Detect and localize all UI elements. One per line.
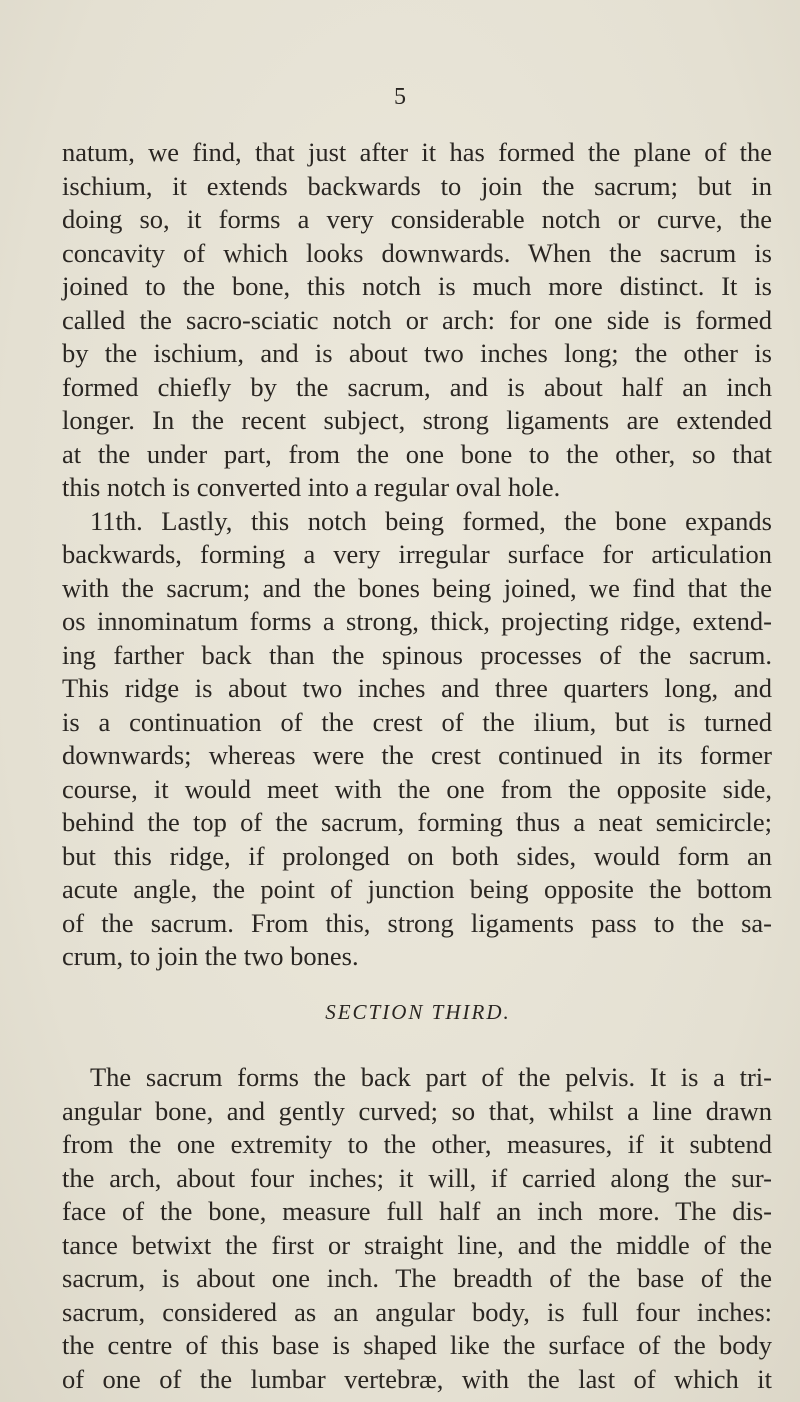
section-heading: SECTION THIRD. — [325, 1000, 511, 1024]
text-line: sacrum, considered as an angular body, is full four inches: — [62, 1296, 772, 1327]
text-line: joined to the bone, this notch is much more distinct. It is — [62, 271, 772, 301]
paragraph-notch — [62, 136, 772, 505]
text-line: crum, to join the two bones. — [62, 941, 359, 971]
text-line: but this ridge, if prolonged on both sides, would form an — [62, 840, 772, 871]
text-line: is a continuation of the crest of the ilium, but is turned — [62, 706, 772, 737]
body-text-lower — [62, 1061, 772, 1396]
text-line: of the sacrum. From this, strong ligaments pass to the sa- — [62, 907, 772, 938]
page-number: 5 — [394, 84, 406, 110]
text-line: by the ischium, and is about two inches long; the other is — [62, 338, 772, 368]
text-line: this notch is converted into a regular oval hole. — [62, 472, 561, 502]
text-line: angular bone, and gently curved; so that, whilst a line drawn — [62, 1095, 772, 1126]
text-line: sacrum, is about one inch. The breadth of the base of the — [62, 1263, 772, 1293]
text-line: formed chiefly by the sacrum, and is about half an inch — [62, 371, 772, 402]
text-line: 11th. Lastly, this notch being formed, the bone expands — [90, 505, 772, 536]
paragraph-eleventh — [62, 505, 772, 974]
text-line: ing farther back than the spinous processes of the sacrum. — [62, 639, 772, 670]
text-line: doing so, it forms a very considerable notch or curve, the — [62, 204, 772, 234]
text-line: tance betwixt the first or straight line, and the middle of the — [62, 1229, 772, 1260]
text-line: acute angle, the point of junction being opposite the bottom — [62, 874, 772, 904]
text-line: concavity of which looks downwards. When the sacrum is — [62, 237, 772, 268]
text-line: the centre of this base is shaped like the surface of the body — [62, 1330, 772, 1360]
text-line: of one of the lumbar vertebræ, with the last of which it — [62, 1363, 772, 1394]
text-line: This ridge is about two inches and three quarters long, and — [62, 673, 772, 703]
text-line: called the sacro-sciatic notch or arch: for one side is formed — [62, 304, 772, 335]
text-line: with the sacrum; and the bones being joined, we find that the — [62, 572, 772, 603]
text-line: the arch, about four inches; it will, if carried along the sur- — [62, 1162, 772, 1193]
text-line: longer. In the recent subject, strong ligaments are extended — [62, 405, 772, 435]
text-line: face of the bone, measure full half an inch more. The dis- — [62, 1196, 772, 1226]
text-line: course, it would meet with the one from the opposite side, — [62, 773, 772, 804]
paragraph-sacrum — [62, 1061, 772, 1396]
text-line: at the under part, from the one bone to the other, so that — [62, 438, 772, 469]
text-line: from the one extremity to the other, measures, if it subtend — [62, 1129, 772, 1159]
text-line: ischium, it extends backwards to join the sacrum; but in — [62, 170, 772, 201]
text-line: The sacrum forms the back part of the pelvis. It is a tri- — [90, 1062, 772, 1092]
text-line: backwards, forming a very irregular surface for articulation — [62, 539, 772, 569]
body-text-upper — [62, 136, 772, 974]
text-line: downwards; whereas were the crest continued in its former — [62, 740, 772, 770]
text-line: behind the top of the sacrum, forming thus a neat semicircle; — [62, 807, 772, 837]
text-line: natum, we find, that just after it has formed the plane of the — [62, 137, 772, 167]
text-line: os innominatum forms a strong, thick, projecting ridge, extend- — [62, 606, 772, 636]
